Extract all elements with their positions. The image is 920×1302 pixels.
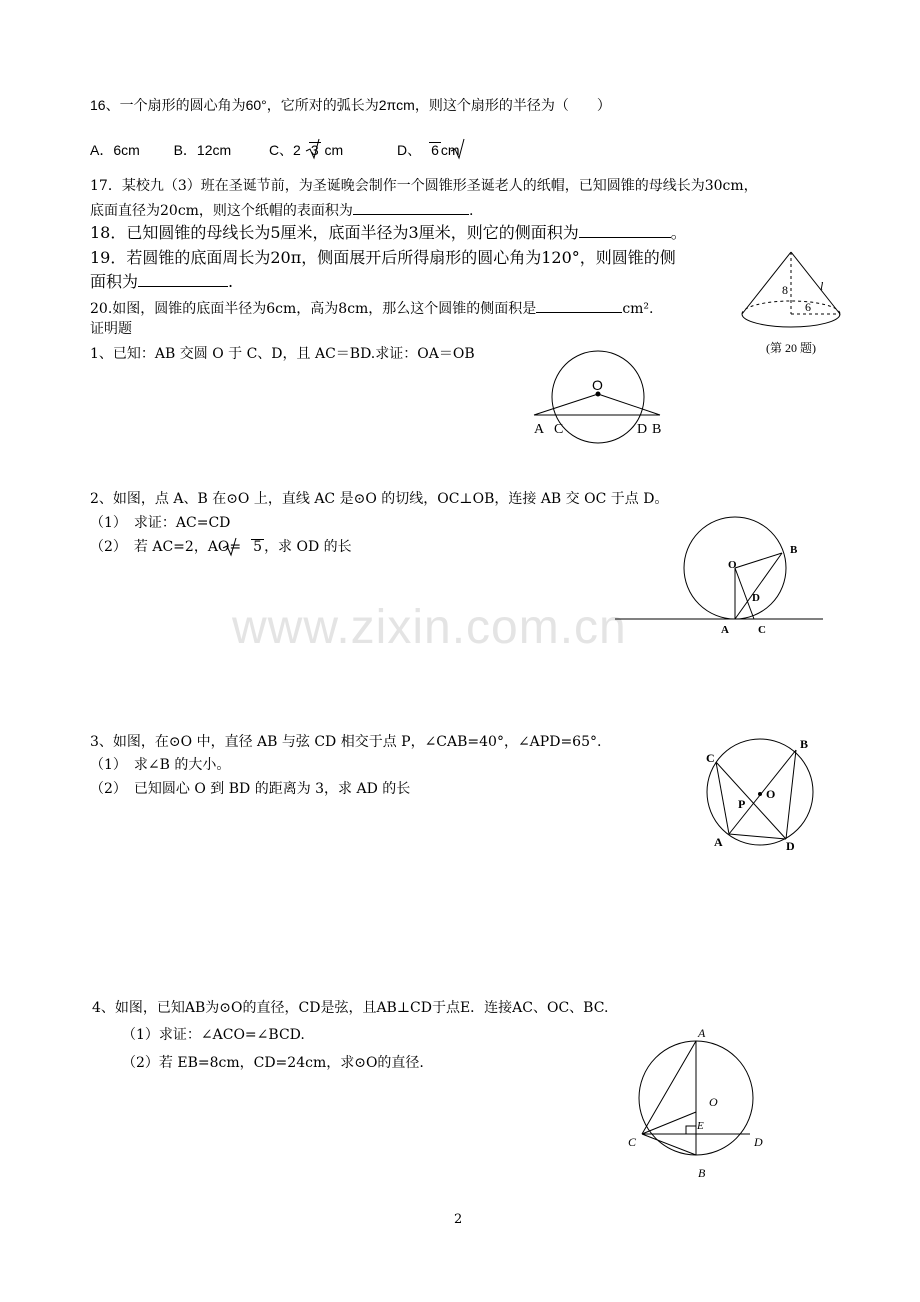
p4-label-a: A bbox=[698, 1026, 706, 1040]
p1-label-a: A bbox=[534, 422, 545, 437]
p4-label-d: D bbox=[754, 1135, 763, 1149]
p3-intro: 3、如图，在⊙O 中，直径 AB 与弦 CD 相交于点 P，∠CAB=40°，∠APD=65°. bbox=[90, 734, 602, 750]
watermark: www.zixin.com.cn bbox=[232, 601, 627, 654]
p3-label-a: A bbox=[714, 835, 723, 849]
cone-radius-label: 6 bbox=[805, 300, 811, 314]
p3-label-b: B bbox=[800, 737, 809, 751]
p3-label-o: O bbox=[766, 787, 776, 801]
p2-sub2: （2） 若 AC=2，AO= 5 ，求 OD 的长 bbox=[90, 539, 352, 555]
q16-option-b: B．12cm bbox=[173, 142, 232, 158]
q16-text: 16、一个扇形的圆心角为60°，它所对的弧长为2πcm，则这个扇形的半径为（ ） bbox=[90, 97, 611, 113]
p4-label-e: E bbox=[697, 1120, 704, 1132]
cone-height-label: 8 bbox=[782, 283, 788, 297]
cone-slant-label: l bbox=[820, 279, 824, 293]
p2-intro: 2、如图，点 A、B 在⊙O 上，直线 AC 是⊙O 的切线，OC⊥OB，连接 AB 交 OC 于点 D。 bbox=[90, 491, 669, 507]
p3-label-c: C bbox=[706, 751, 715, 765]
p3-label-p: P bbox=[738, 797, 746, 811]
page-number: 2 bbox=[454, 1212, 463, 1227]
q17-line1: 17．某校九（3）班在圣诞节前，为圣诞晚会制作一个圆锥形圣诞老人的纸帽，已知圆锥的母线长为30cm， bbox=[90, 178, 758, 194]
p4-label-c: C bbox=[628, 1135, 637, 1149]
p4-sub2: （2）若 EB=8cm，CD=24cm，求⊙O的直径. bbox=[122, 1055, 424, 1071]
p4-label-b: B bbox=[698, 1166, 706, 1180]
q16-option-c: C、2 3 cm bbox=[268, 142, 344, 158]
q20-text: 20.如图，圆锥的底面半径为6cm，高为8cm，那么这个圆锥的侧面积是 cm². bbox=[90, 298, 654, 318]
q19-line2: 面积为 . bbox=[90, 272, 234, 291]
section-heading: 证明题 bbox=[90, 321, 132, 337]
p2-label-c: C bbox=[758, 624, 766, 636]
p2-label-a: A bbox=[721, 624, 729, 636]
q17-line2: 底面直径为20cm，则这个纸帽的表面积为 . bbox=[90, 200, 473, 220]
q19-line1: 19．若圆锥的底面周长为20π，侧面展开后所得扇形的圆心角为120°，则圆锥的侧 bbox=[90, 248, 676, 267]
q16-option-a: A．6cm bbox=[90, 142, 140, 158]
p4-label-o: O bbox=[709, 1095, 718, 1109]
p1-label-b: B bbox=[652, 422, 662, 437]
p3-sub2: （2） 已知圆心 O 到 BD 的距离为 3，求 AD 的长 bbox=[90, 781, 411, 797]
p2-label-d: D bbox=[752, 592, 760, 604]
cone-caption: (第 20 题) bbox=[766, 341, 816, 355]
p1-label-c: C bbox=[554, 422, 564, 437]
p4-intro: 4、如图，已知AB为⊙O的直径，CD是弦，且AB⊥CD于点E．连接AC、OC、BC. bbox=[92, 1000, 609, 1016]
p4-sub1: （1）求证：∠ACO=∠BCD. bbox=[122, 1027, 305, 1043]
p1-text: 1、已知：AB 交圆 O 于 C、D，且 AC＝BD.求证：OA＝OB bbox=[90, 346, 475, 362]
p2-label-b: B bbox=[790, 544, 798, 556]
q16-option-d: D、 6 cm bbox=[396, 142, 460, 158]
p1-label-d: D bbox=[637, 422, 648, 437]
p3-sub1: （1） 求∠B 的大小。 bbox=[90, 757, 231, 773]
p1-label-o: O bbox=[592, 377, 603, 393]
p2-label-o: O bbox=[728, 559, 737, 571]
p3-label-d: D bbox=[786, 839, 795, 853]
q18-text: 18．已知圆锥的母线长为5厘米，底面半径为3厘米，则它的侧面积为 。 bbox=[90, 223, 687, 242]
p2-sub1: （1） 求证：AC=CD bbox=[90, 515, 231, 531]
